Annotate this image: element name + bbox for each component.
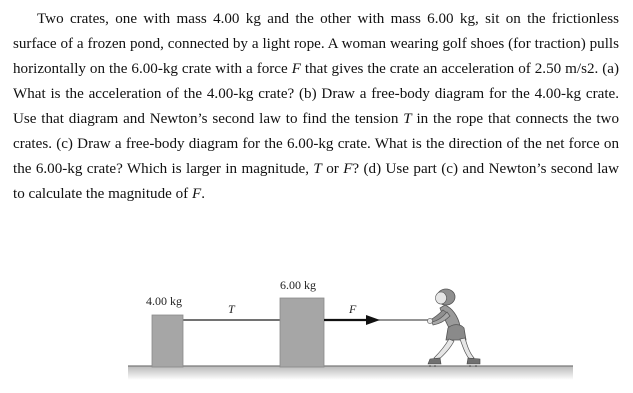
ice-surface	[128, 366, 573, 380]
crates-diagram	[0, 262, 633, 393]
crate-6kg-label: 6.00 kg	[280, 278, 316, 292]
problem-text-5: ? (d) Use part (c) and Newton’s second law to calculate the magnitude of	[13, 161, 619, 202]
problem-statement	[13, 7, 619, 207]
problem-text-4: or	[321, 161, 344, 177]
force-variable: F	[291, 61, 301, 77]
crate-6kg	[280, 298, 324, 367]
force-variable: F	[191, 186, 202, 202]
crate-4kg	[152, 315, 183, 367]
problem-text-2: that gives the crate an acceleration of 2.50 m/s2. (a) What is the acceleration of the 4.00-kg crate? (b) Draw a free-body diagram for the 4.00-kg crate. Use that diagram and Newton’s second law to find the tension	[13, 61, 619, 127]
woman-figure	[427, 289, 480, 367]
problem-text-6: .	[201, 186, 205, 202]
tension-variable: T	[403, 111, 412, 127]
problem-text-3: in the rope that connects the two crates. (c) Draw a free-body diagram for the 6.00-kg crate. What is the direction of the net force on the 6.00-kg crate? Which is larger in magnitude,	[13, 111, 620, 177]
problem-text-1: Two crates, one with mass 4.00 kg and the other with mass 6.00 kg, sit on the frictionless surface of a frozen pond, connected by a light rope. A woman wearing golf shoes (for traction) pulls horizontally on the 6.00-kg crate with a force	[13, 11, 619, 77]
force-variable: F	[343, 161, 353, 177]
force-arrow-head	[366, 315, 380, 325]
crate-4kg-label: 4.00 kg	[146, 294, 182, 308]
tension-label: T	[228, 302, 235, 316]
tension-variable: T	[313, 161, 322, 177]
force-label: F	[349, 302, 357, 316]
